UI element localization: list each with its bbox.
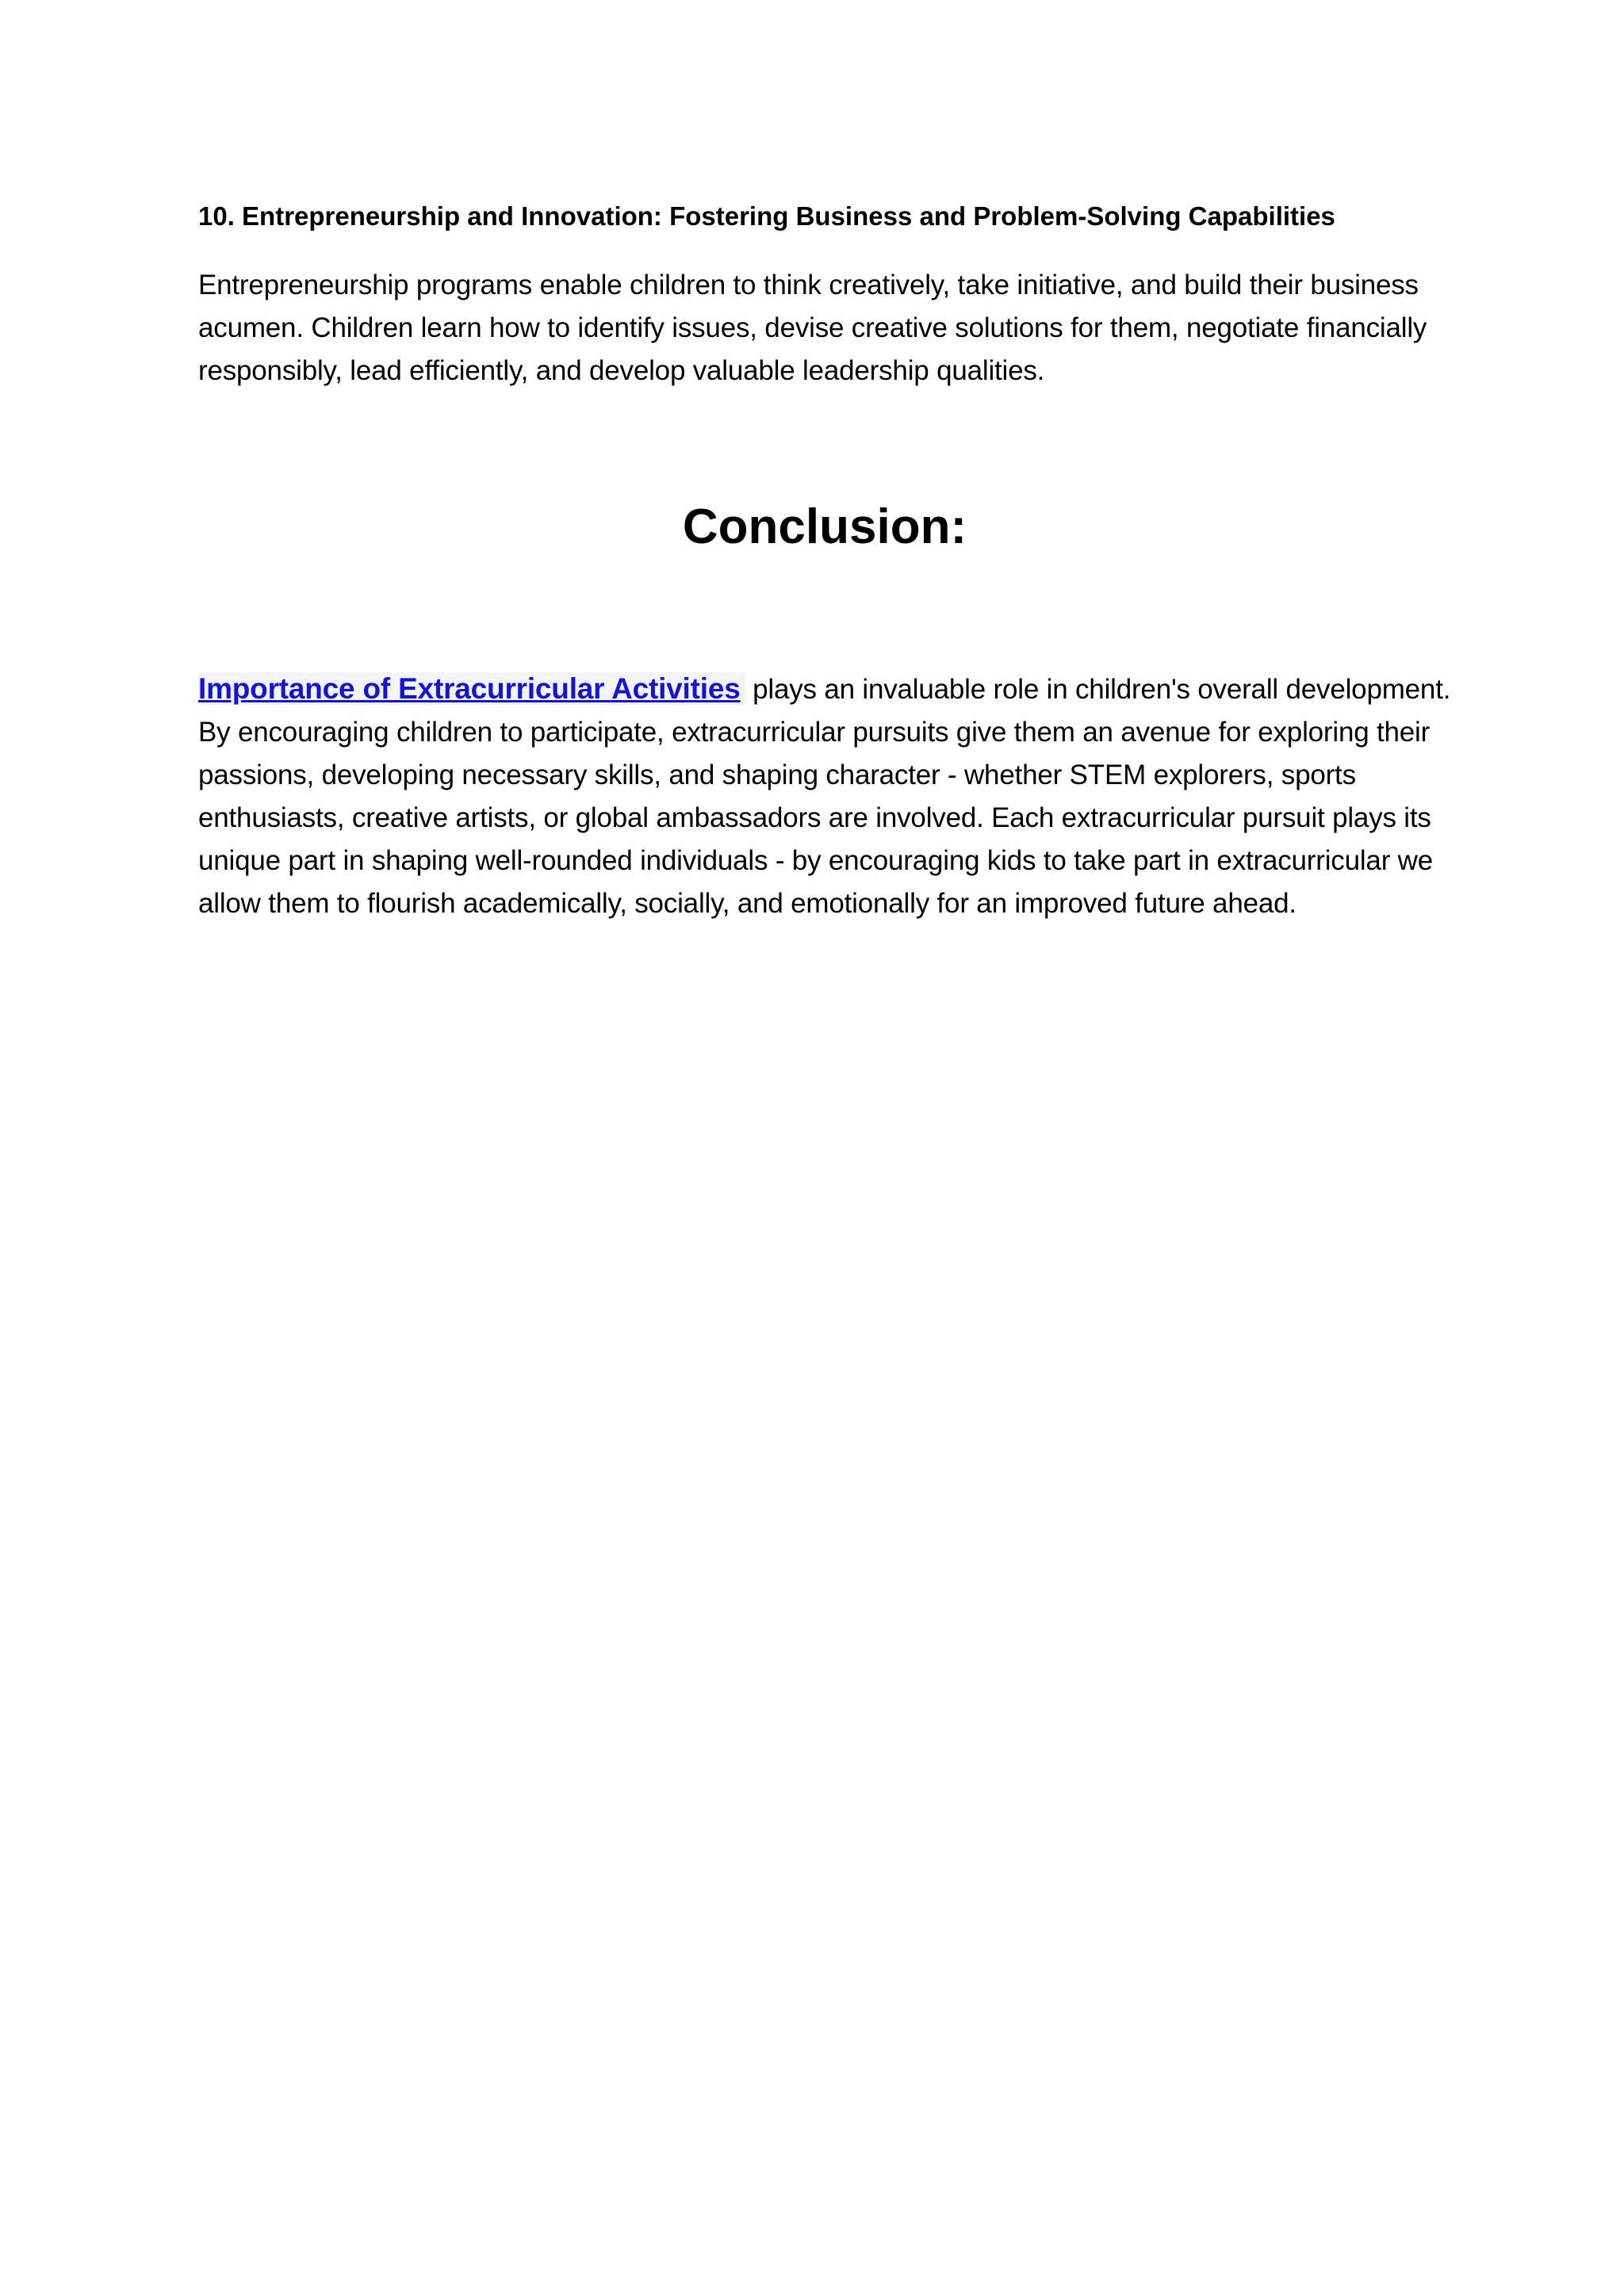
- conclusion-paragraph: [198, 668, 1451, 925]
- extracurricular-activities-link[interactable]: Importance of Extracurricular Activities: [198, 672, 745, 705]
- section-heading: 10. Entrepreneurship and Innovation: Fostering Business and Problem-Solving Capabilities: [198, 201, 1335, 231]
- conclusion-paragraph-text: plays an invaluable role in children's overall development. By encouraging children to participate, extracurricular pursuits give them an avenue for exploring their passions, developing necessary skills, and shaping character - whether STEM explorers, sports enthusiasts, creative artists, or global ambassadors are involved. Each extracurricular pursuit plays its unique part in shaping well-rounded individuals - by encouraging kids to take part in extracurricular we allow them to flourish academically, socially, and emotionally for an improved future ahead.: [198, 674, 1451, 919]
- section-paragraph: Entrepreneurship programs enable children to think creatively, take initiative, and build their business acumen. Children learn how to identify issues, devise creative solutions for them, negotiate financially responsibly, lead efficiently, and develop valuable leadership qualities.: [198, 270, 1427, 386]
- conclusion-title: Conclusion:: [682, 499, 967, 554]
